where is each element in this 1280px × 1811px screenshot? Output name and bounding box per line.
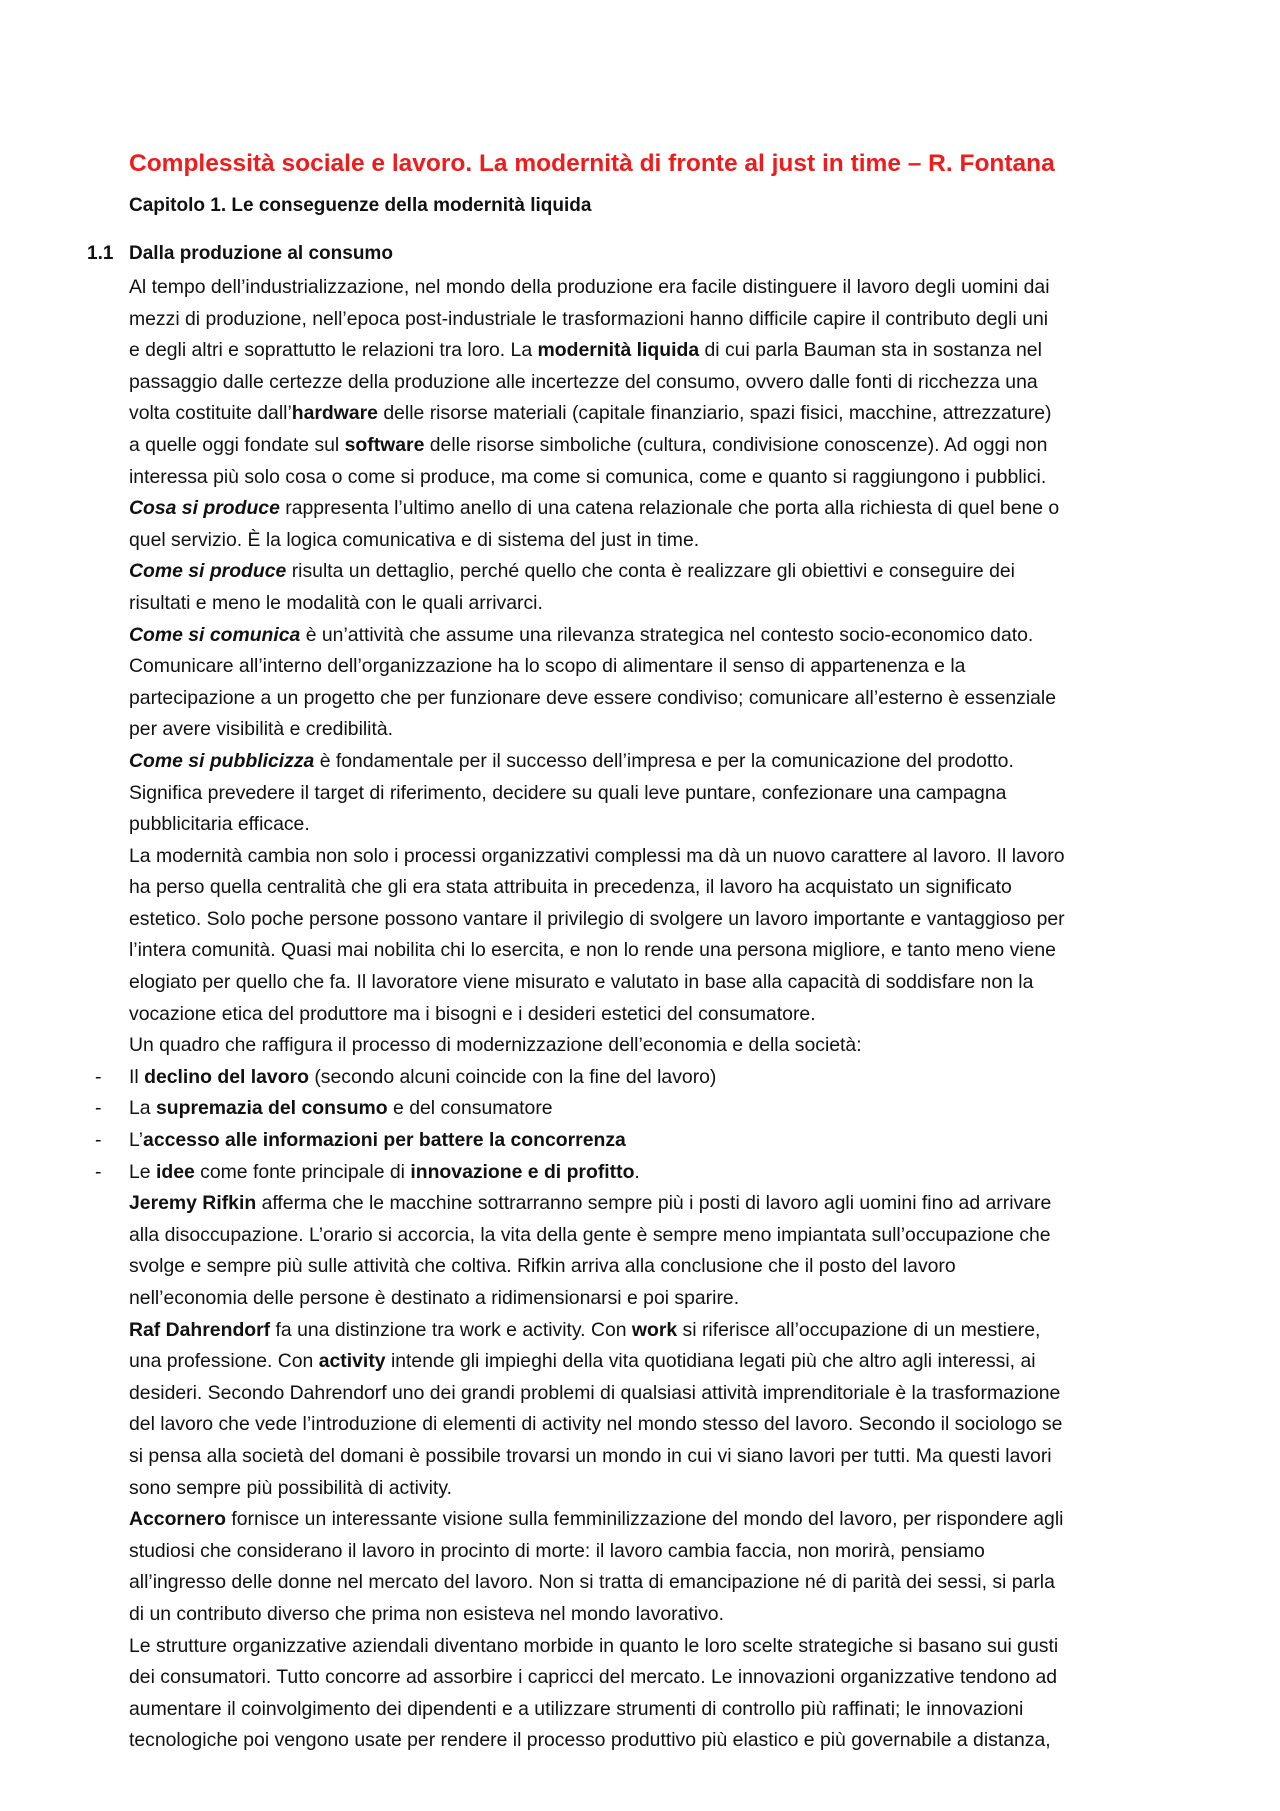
text-line <box>129 367 1189 399</box>
text-run: Il <box>129 1065 145 1088</box>
bullet-item <box>95 1062 1189 1094</box>
text-line <box>129 1567 1189 1599</box>
text-line <box>129 620 1189 652</box>
text-run: di un contributo diverso che prima non esisteva nel mondo lavorativo. <box>129 1602 724 1625</box>
text-line <box>129 1504 1189 1536</box>
text-run: svolge e sempre più sulle attività che coltiva. Rifkin arriva alla conclusione che il posto del lavoro <box>129 1255 956 1278</box>
chapter-heading: Capitolo 1. Le conseguenze della modernità liquida <box>129 195 592 216</box>
text-line <box>129 1441 1189 1473</box>
text-run: risulta un dettaglio, perché quello che conta è realizzare gli obiettivi e conseguire dei <box>286 560 1015 583</box>
emphasis-text: Come si comunica <box>129 623 301 646</box>
text-run: afferma che le macchine sottrarranno sempre più i posti di lavoro agli uomini fino ad arrivare <box>256 1192 1052 1215</box>
emphasis-text: Accornero <box>129 1508 226 1531</box>
text-run: delle risorse materiali (capitale finanziario, spazi fisici, macchine, attrezzature) <box>377 402 1052 425</box>
text-run: di cui parla Bauman sta in sostanza nel <box>699 339 1042 362</box>
emphasis-text: activity <box>318 1350 386 1373</box>
text-line <box>129 588 1189 620</box>
text-line <box>129 746 1189 778</box>
bullet-item <box>95 1157 1189 1189</box>
text-run: La modernità cambia non solo i processi organizzativi complessi ma dà un nuovo carattere al lavoro. Il lavoro <box>129 844 1065 867</box>
text-line <box>129 778 1189 810</box>
emphasis-text: Cosa si produce <box>129 497 280 520</box>
text-run: tecnologiche poi vengono usate per rendere il processo produttivo più elastico e più governabile a distanza, <box>129 1729 1051 1752</box>
text-line <box>129 904 1189 936</box>
text-line <box>129 841 1189 873</box>
bullet-marker: - <box>95 1129 102 1152</box>
emphasis-text: supremazia del consumo <box>155 1097 388 1120</box>
text-run: all’ingresso delle donne nel mercato del lavoro. Non si tratta di emancipazione né di parità dei sessi, si parla <box>129 1571 1055 1594</box>
text-line <box>129 430 1189 462</box>
bullet-item <box>95 1093 1189 1125</box>
text-run: aumentare il coinvolgimento dei dipendenti e a utilizzare strumenti di controllo più raffinati; le innovazioni <box>129 1697 1024 1720</box>
emphasis-text: work <box>631 1318 678 1341</box>
text-line <box>129 398 1189 430</box>
text-line <box>129 872 1189 904</box>
text-line <box>129 493 1189 525</box>
text-run: Un quadro che raffigura il processo di modernizzazione dell’economia e della società: <box>129 1034 862 1057</box>
text-line <box>129 967 1189 999</box>
text-run: Le strutture organizzative aziendali diventano morbide in quanto le loro scelte strategiche si basano sui gusti <box>129 1634 1059 1657</box>
text-run: rappresenta l’ultimo anello di una catena relazionale che porta alla richiesta di quel bene o <box>279 497 1060 520</box>
emphasis-text: idee <box>155 1160 195 1183</box>
text-line <box>129 1283 1189 1315</box>
text-line <box>129 304 1189 336</box>
emphasis-text: Raf Dahrendorf <box>129 1318 271 1341</box>
text-run: studiosi che considerano il lavoro in procinto di morte: il lavoro cambia faccia, non morirà, pensiamo <box>129 1539 985 1562</box>
text-run: si pensa alla società del domani è possibile trovarsi un mondo in cui vi siano lavori per tutti. Ma questi lavori <box>129 1444 1052 1467</box>
text-run: e degli altri e soprattutto le relazioni tra loro. La <box>129 339 538 362</box>
text-run: intende gli impieghi della vita quotidiana legati più che altro agli interessi, ai <box>385 1350 1036 1373</box>
text-run: per avere visibilità e credibilità. <box>129 718 394 741</box>
text-run: desideri. Secondo Dahrendorf uno dei grandi problemi di qualsiasi attività imprenditoriale è la trasformazione <box>129 1381 1061 1404</box>
text-run: La <box>129 1097 156 1120</box>
text-run: una professione. Con <box>129 1350 319 1373</box>
emphasis-text: Jeremy Rifkin <box>129 1192 257 1215</box>
text-line <box>129 1473 1189 1505</box>
text-run: è un’attività che assume una rilevanza strategica nel contesto socio-economico dato. <box>300 623 1034 646</box>
text-line <box>129 1725 1189 1757</box>
text-line <box>129 1378 1189 1410</box>
text-run: l’intera comunità. Quasi mai nobilita chi lo esercita, e non lo rende una persona migliore, e tanto meno viene <box>129 939 1056 962</box>
text-run: alla disoccupazione. L’orario si accorcia, la vita della gente è sempre meno impiantata sull’occupazione che <box>129 1223 1051 1246</box>
text-line <box>129 1599 1189 1631</box>
text-run: Al tempo dell’industrializzazione, nel mondo della produzione era facile distinguere il lavoro degli uomini dai <box>129 276 1050 298</box>
text-line <box>129 999 1189 1031</box>
section-title: Dalla produzione al consumo <box>129 243 393 264</box>
text-line <box>129 462 1189 494</box>
text-line <box>129 272 1189 304</box>
text-run: si riferisce all’occupazione di un mestiere, <box>677 1318 1041 1341</box>
text-run: vocazione etica del produttore ma i bisogni e i desideri estetici del consumatore. <box>129 1002 816 1025</box>
bullet-marker: - <box>95 1160 102 1183</box>
text-line <box>129 1409 1189 1441</box>
text-line <box>129 1188 1189 1220</box>
text-run: (secondo alcuni coincide con la fine del lavoro) <box>308 1065 717 1088</box>
text-run: come fonte principale di <box>194 1160 411 1183</box>
text-run: fa una distinzione tra work e activity. Con <box>270 1318 632 1341</box>
text-line <box>129 809 1189 841</box>
text-line <box>129 935 1189 967</box>
text-line <box>129 1315 1189 1347</box>
emphasis-text: Come si pubblicizza <box>129 749 315 772</box>
emphasis-text: accesso alle informazioni per battere la concorrenza <box>143 1129 626 1152</box>
text-line <box>129 1030 1189 1062</box>
emphasis-text: innovazione e di profitto <box>410 1160 635 1183</box>
text-line <box>129 1631 1189 1663</box>
bullet-marker: - <box>95 1065 102 1088</box>
text-line <box>129 1694 1189 1726</box>
text-run: fornisce un interessante visione sulla femminilizzazione del mondo del lavoro, per rispondere agli <box>225 1508 1064 1531</box>
text-run: e del consumatore <box>387 1097 553 1120</box>
text-run: Le <box>129 1160 156 1183</box>
text-run: passaggio dalle certezze della produzione alle incertezze del consumo, ovvero dalle fonti di ricchezza una <box>129 370 1038 393</box>
document-title: Complessità sociale e lavoro. La modernità di fronte al just in time – R. Fontana <box>129 150 1055 177</box>
text-run: risultati e meno le modalità con le quali arrivarci. <box>129 591 543 614</box>
text-run: nell’economia delle persone è destinato a ridimensionarsi e poi sparire. <box>129 1287 740 1309</box>
text-run: . <box>634 1160 640 1183</box>
text-run: quel servizio. È la logica comunicativa e di sistema del just in time. <box>129 528 700 551</box>
text-line <box>129 1536 1189 1568</box>
text-run: volta costituite dall’ <box>129 402 292 425</box>
text-line <box>129 525 1189 557</box>
text-run: sono sempre più possibilità di activity. <box>129 1476 452 1499</box>
text-run: estetico. Solo poche persone possono vantare il privilegio di svolgere un lavoro importante e vantaggioso per <box>129 907 1065 930</box>
text-run: interessa più solo cosa o come si produce, ma come si comunica, come e quanto si raggiungono i pubblici. <box>129 465 1047 488</box>
bullet-marker: - <box>95 1097 102 1120</box>
text-line <box>129 714 1189 746</box>
text-run: L’ <box>129 1129 144 1152</box>
text-line <box>129 556 1189 588</box>
emphasis-text: modernità liquida <box>537 339 700 362</box>
text-line <box>129 1251 1189 1283</box>
text-run: è fondamentale per il successo dell’impresa e per la comunicazione del prodotto. <box>314 749 1014 772</box>
text-line <box>129 651 1189 683</box>
text-line <box>129 1346 1189 1378</box>
section-body <box>95 272 1189 1757</box>
text-run: a quelle oggi fondate sul <box>129 433 345 456</box>
emphasis-text: software <box>344 433 425 456</box>
text-run: delle risorse simboliche (cultura, condivisione conoscenze). Ad oggi non <box>424 433 1048 456</box>
text-line <box>129 1662 1189 1694</box>
text-run: Significa prevedere il target di riferimento, decidere su quali leve puntare, confezionare una campagna <box>129 781 1007 804</box>
emphasis-text: hardware <box>291 402 378 425</box>
text-run: partecipazione a un progetto che per funzionare deve essere condiviso; comunicare all’esterno è essenziale <box>129 686 1057 709</box>
text-run: del lavoro che vede l’introduzione di elementi di activity nel mondo stesso del lavoro. Secondo il sociologo se <box>129 1413 1063 1436</box>
text-run: elogiato per quello che fa. Il lavoratore viene misurato e valutato in base alla capacità di soddisfare non la <box>129 971 1034 994</box>
text-line <box>129 683 1189 715</box>
text-run: ha perso quella centralità che gli era stata attribuita in precedenza, il lavoro ha acquistato un significato <box>129 876 1012 899</box>
emphasis-text: declino del lavoro <box>144 1065 309 1088</box>
section-number: 1.1 <box>87 243 114 264</box>
emphasis-text: Come si produce <box>129 560 287 583</box>
text-run: mezzi di produzione, nell’epoca post-industriale le trasformazioni hanno difficile capire il contributo degli uni <box>129 307 1049 330</box>
bullet-item <box>95 1125 1189 1157</box>
text-run: dei consumatori. Tutto concorre ad assorbire i capricci del mercato. Le innovazioni organizzative tendono ad <box>129 1666 1058 1689</box>
text-run: pubblicitaria efficace. <box>129 813 310 836</box>
text-run: Comunicare all’interno dell’organizzazione ha lo scopo di alimentare il senso di appartenenza e la <box>129 655 966 678</box>
text-line <box>129 1220 1189 1252</box>
text-line <box>129 335 1189 367</box>
